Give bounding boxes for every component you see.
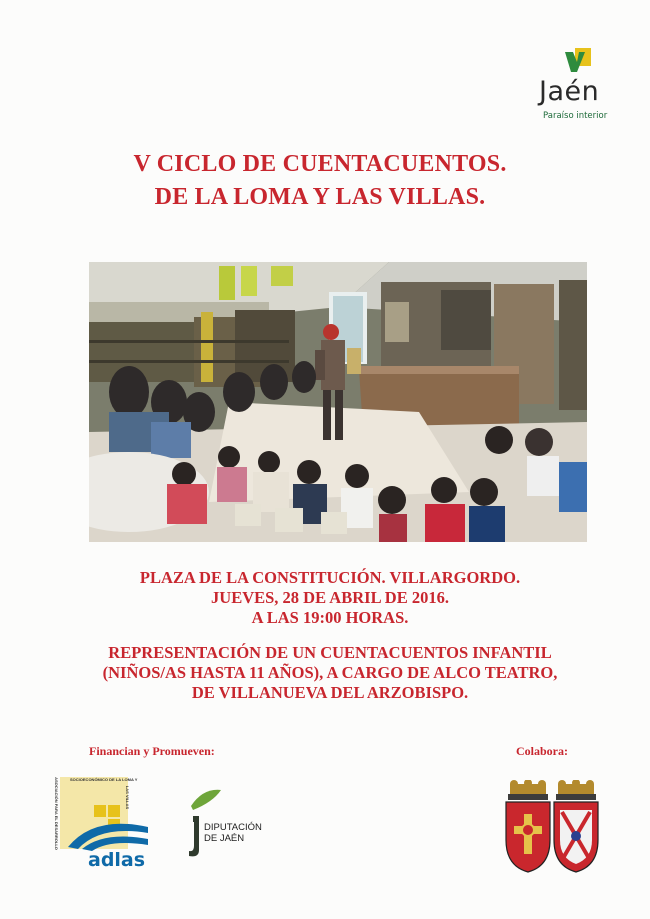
title-line-2: DE LA LOMA Y LAS VILLAS.	[154, 184, 486, 210]
municipal-shields-icon	[500, 780, 604, 876]
diputacion-logo	[183, 788, 283, 860]
jaen-wordmark: Jaén	[539, 76, 600, 107]
diputacion-name	[204, 822, 262, 844]
jaen-tagline: Paraíso interior	[543, 111, 608, 121]
left-crown-icon	[508, 780, 548, 800]
event-time: A LAS 19:00 HORAS.	[251, 608, 409, 627]
title-line-1: V CICLO DE CUENTACUENTOS.	[133, 151, 507, 177]
right-crown-icon	[556, 780, 596, 800]
adlas-wordmark: adlas	[88, 849, 146, 871]
adlas-vertical-text-1: ASOCIACIÓN PARA EL DESARROLLO	[53, 777, 59, 850]
jaen-logo	[535, 44, 617, 122]
diputacion-line-1: DIPUTACIÓN	[204, 822, 262, 833]
event-date: JUEVES, 28 DE ABRIL DE 2016.	[211, 588, 449, 607]
event-description-line-2: (NIÑOS/AS HASTA 11 AÑOS), A CARGO DE ALCO TEATRO,	[102, 663, 558, 682]
colabora-label: Colabora:	[516, 744, 568, 758]
adlas-logo	[54, 775, 156, 875]
event-details	[40, 568, 620, 703]
adlas-vertical-text-3: LAS VILLAS	[125, 785, 131, 810]
diputacion-line-2: DE JAÉN	[204, 833, 245, 844]
event-photo	[89, 262, 587, 542]
event-description-line-1: REPRESENTACIÓN DE UN CUENTACUENTOS INFANTIL	[108, 643, 552, 662]
adlas-vertical-text-2: SOCIOECONÓMICO DE LA LOMA Y	[70, 777, 138, 782]
event-description-line-3: DE VILLANUEVA DEL ARZOBISPO.	[191, 683, 469, 702]
poster-title	[40, 148, 600, 214]
financian-label: Financian y Promueven:	[89, 744, 215, 758]
storytelling-library-photo-icon	[89, 262, 587, 542]
event-location: PLAZA DE LA CONSTITUCIÓN. VILLARGORDO.	[139, 568, 521, 587]
jaen-mark-icon	[565, 48, 591, 74]
